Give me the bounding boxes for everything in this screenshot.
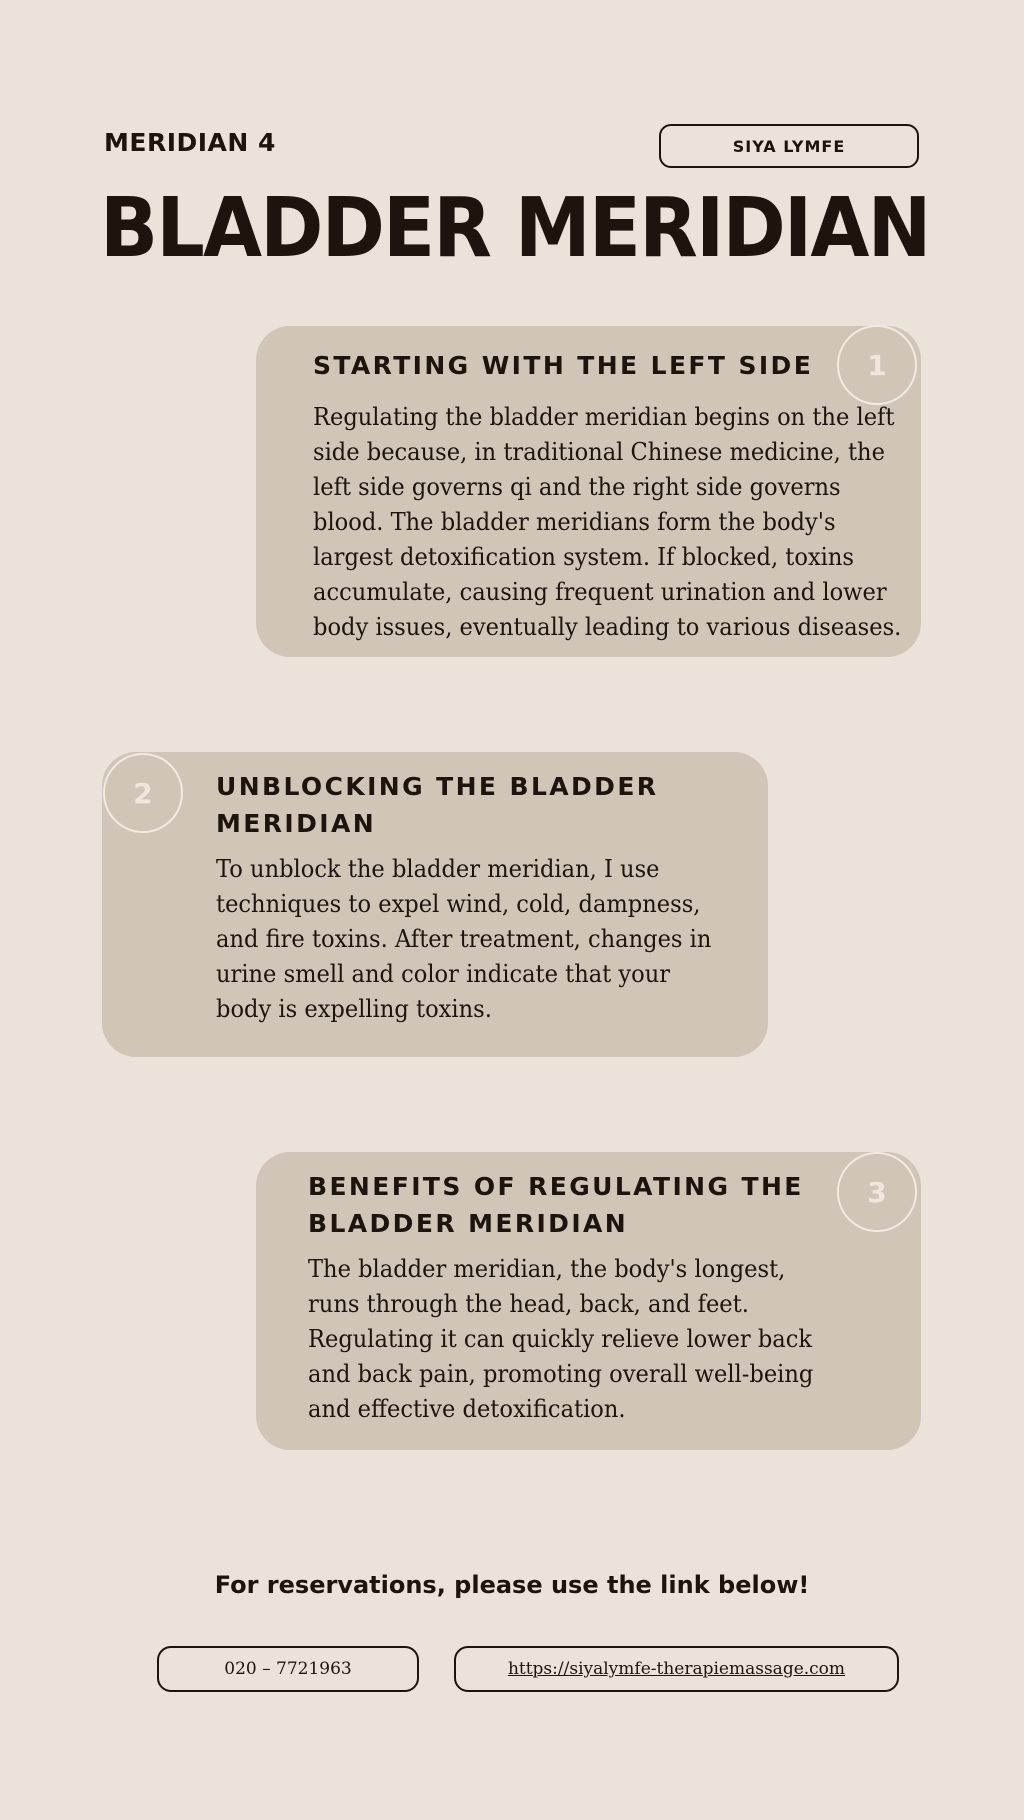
info-card-3 bbox=[256, 1152, 921, 1450]
card-heading: UNBLOCKING THE BLADDER MERIDIAN bbox=[216, 772, 659, 838]
page-title: BLADDER MERIDIAN bbox=[100, 181, 930, 276]
step-number-badge: 2 bbox=[103, 753, 183, 833]
info-card-1 bbox=[256, 326, 921, 657]
card-body-text: Regulating the bladder meridian begins on the left side because, in traditional Chinese medicine, the left side governs qi and the right side governs blood. The bladder meridians form the body's largest detoxification system. If blocked, toxins accumulate, causing frequent urination and lower body issues, eventually leading to various diseases. bbox=[313, 403, 902, 641]
step-number-badge: 3 bbox=[837, 1152, 917, 1232]
meridian-number-label: MERIDIAN 4 bbox=[104, 128, 276, 157]
phone-button[interactable] bbox=[157, 1646, 419, 1692]
brand-badge: SIYA LYMFE bbox=[659, 124, 919, 168]
website-link-button[interactable] bbox=[454, 1646, 899, 1692]
website-link[interactable]: https://siyalymfe-therapiemassage.com bbox=[507, 1659, 846, 1679]
info-card-2 bbox=[102, 752, 768, 1057]
reservation-cta: For reservations, please use the link below! bbox=[214, 1571, 810, 1599]
card-heading: BENEFITS OF REGULATING THE BLADDER MERIDIAN bbox=[308, 1172, 804, 1238]
card-body-text: To unblock the bladder meridian, I use techniques to expel wind, cold, dampness, and fire toxins. After treatment, changes in urine smell and color indicate that your body is expelling toxins. bbox=[216, 855, 712, 1023]
card-body-text: The bladder meridian, the body's longest, runs through the head, back, and feet. Regulating it can quickly relieve lower back and back pain, promoting overall well-being and effective detoxification. bbox=[308, 1255, 814, 1423]
card-heading: STARTING WITH THE LEFT SIDE bbox=[313, 351, 814, 380]
phone-number: 020 – 7721963 bbox=[224, 1659, 352, 1679]
step-number-badge: 1 bbox=[837, 325, 917, 405]
